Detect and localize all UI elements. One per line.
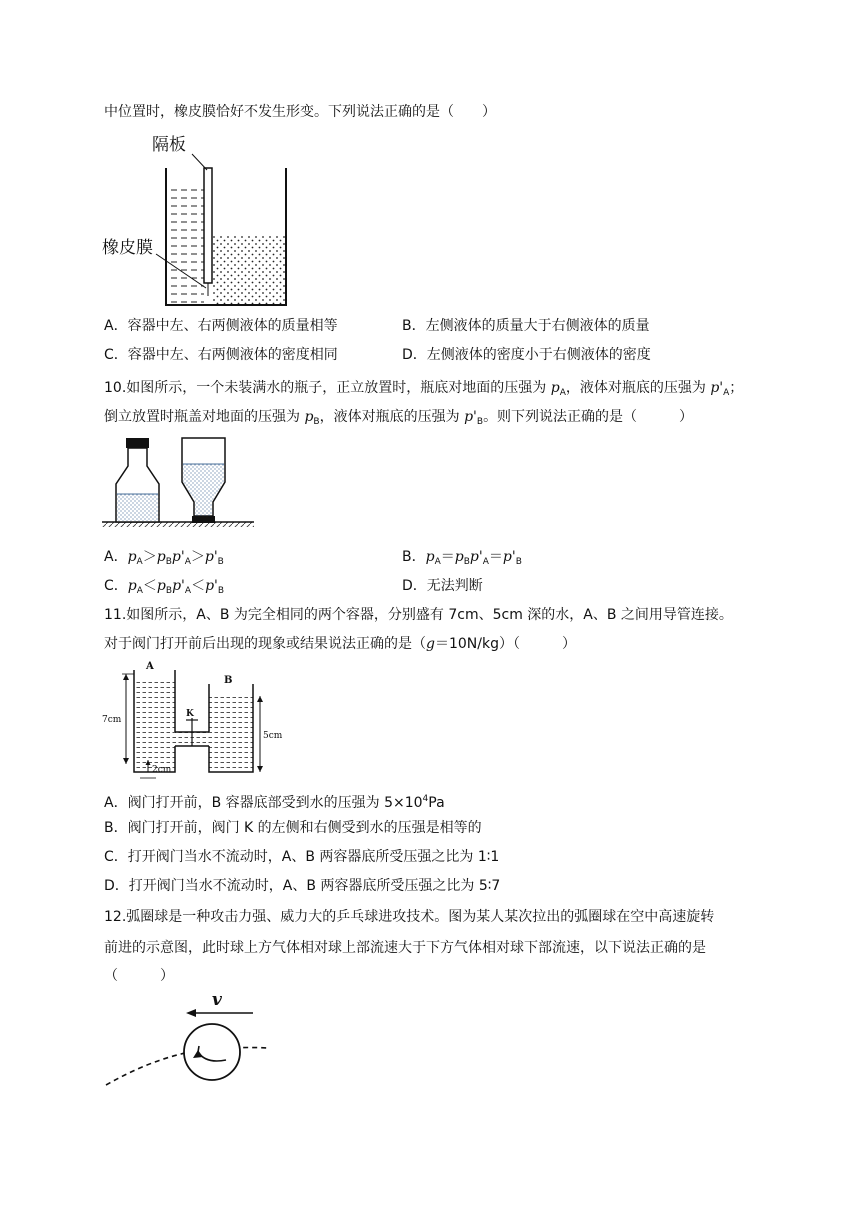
q11-stem-line-2: 对于阀门打开前后出现的现象或结果说法正确的是（g＝10N/kg）（ ） <box>104 636 576 652</box>
q11-label-k: K <box>186 709 194 719</box>
q10-stem-line-1: 10.如图所示，一个未装满水的瓶子，正立放置时，瓶底对地面的压强为 $p_A$，液体对瓶底的压强为 $p'_A$； <box>104 380 744 398</box>
q11-figure-containers <box>100 660 290 780</box>
q9-partition-label: 隔板 <box>152 135 186 155</box>
q10-option-c: C．$p_A<p_Bp'_A<p'_B$ <box>104 578 225 596</box>
q12-velocity-label: v <box>212 990 222 1010</box>
q12-figure-ball <box>100 990 275 1090</box>
q10-figure-bottles <box>100 434 260 539</box>
q11-label-7cm: 7cm <box>102 715 122 725</box>
q9-option-c: C．容器中左、右两侧液体的密度相同 <box>104 347 338 363</box>
q11-option-b: B．阀门打开前，阀门 K 的左侧和右侧受到水的压强是相等的 <box>104 820 482 836</box>
q11-label-a: A <box>146 661 154 672</box>
q9-membrane-label: 橡皮膜 <box>102 238 153 258</box>
q10-option-b: B．$p_A=p_Bp'_A=p'_B$ <box>402 549 522 567</box>
q9-figure-container <box>100 130 300 310</box>
q11-label-b: B <box>224 675 233 686</box>
q11-option-a: A．阀门打开前，B 容器底部受到水的压强为 $5\times 10^4Pa$ <box>104 794 445 811</box>
q10-option-a: A．$p_A>p_Bp'_A>p'_B$ <box>104 549 224 567</box>
q11-option-d: D．打开阀门当水不流动时，A、B 两容器底所受压强之比为 5∶7 <box>104 878 501 894</box>
q11-stem-line-1: 11.如图所示，A、B 为完全相同的两个容器，分别盛有 7cm、5cm 深的水，A、B 之间用导管连接。 <box>104 607 733 623</box>
q12-stem-line-3: （ ） <box>104 968 174 984</box>
q10-stem-line-2: 倒立放置时瓶盖对地面的压强为 $p_B$，液体对瓶底的压强为 $p'_B$。则下列说法正确的是（ ） <box>104 409 694 427</box>
q9-stem-tail: 中位置时，橡皮膜恰好不发生形变。下列说法正确的是（ ） <box>104 104 496 120</box>
q9-option-a: A．容器中左、右两侧液体的质量相等 <box>104 318 338 334</box>
q11-option-c: C．打开阀门当水不流动时，A、B 两容器底所受压强之比为 1∶1 <box>104 849 500 865</box>
q9-option-b: B．左侧液体的质量大于右侧液体的质量 <box>402 318 650 334</box>
q12-stem-line-1: 12.弧圈球是一种攻击力强、威力大的乒乓球进攻技术。图为某人某次拉出的弧圈球在空中高速旋转 <box>104 909 715 925</box>
q9-option-d: D．左侧液体的密度小于右侧液体的密度 <box>402 347 651 363</box>
q10-option-d: D．无法判断 <box>402 578 483 594</box>
q12-stem-line-2: 前进的示意图，此时球上方气体相对球上部流速大于下方气体相对球下部流速，以下说法正确的是 <box>104 940 706 956</box>
q11-label-2cm: 2cm <box>152 765 172 775</box>
q11-label-5cm: 5cm <box>263 731 283 741</box>
